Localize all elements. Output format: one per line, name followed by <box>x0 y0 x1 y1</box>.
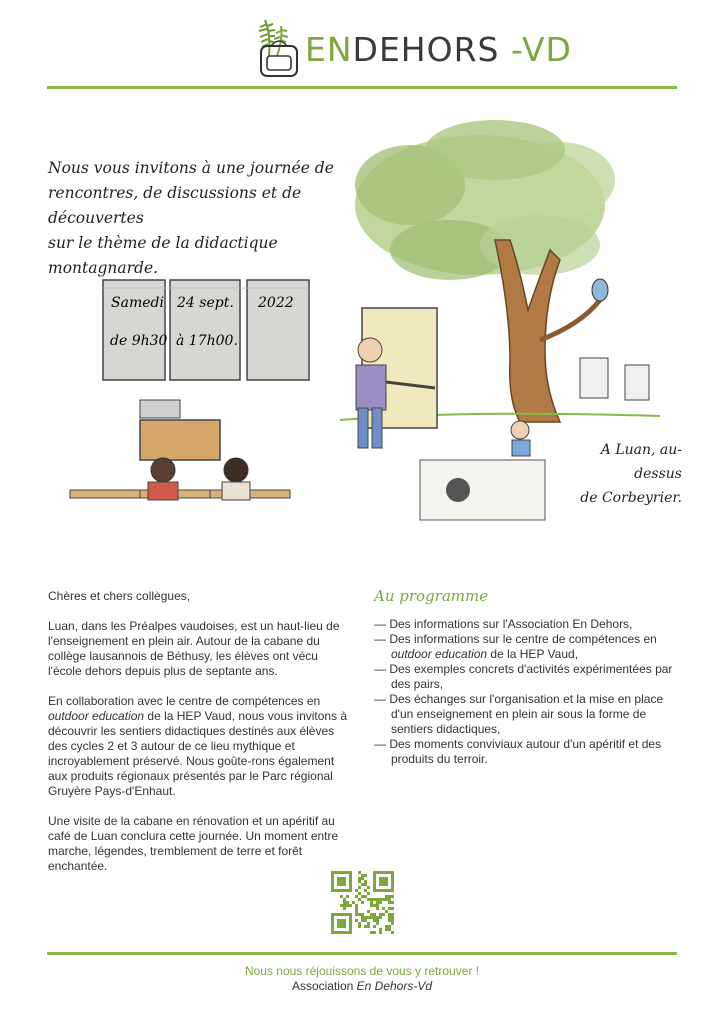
laptop <box>140 400 180 418</box>
paragraph-3: Une visite de la cabane en rénovation et un apéritif au café de Luan conclura cette journée. Un moment entre marche, légendes, tremblement de terre et forêt enchantée. <box>48 814 339 873</box>
board-year: 2022 <box>258 295 294 311</box>
intro-line-2: rencontres, de discussions et de découvertes <box>48 184 302 227</box>
logo-en: EN <box>305 30 353 69</box>
programme-item: — Des moments conviviaux autour d'un apéritif et des produits du terroir. <box>374 737 662 766</box>
greeting: Chères et chers collègues, <box>48 589 191 603</box>
teacher-desk <box>140 420 220 460</box>
programme-item: — Des échanges sur l'organisation et la mise en place d'un enseignement en plein air sous la forme de sentiers didactiques, <box>374 692 664 736</box>
paragraph-2-emphasis: outdoor education <box>48 709 145 723</box>
programme-item-2-end: de la HEP Vaud, <box>487 647 579 661</box>
student-desks <box>70 458 290 500</box>
board-date: 24 sept. <box>177 295 234 311</box>
programme-item: — Des exemples concrets d'activités expérimentées par des pairs, <box>374 662 673 691</box>
logo-wordmark <box>305 30 572 69</box>
letter-column <box>48 589 348 889</box>
bird <box>592 279 608 301</box>
intro-text <box>48 156 358 281</box>
reading-kid-2 <box>625 365 649 400</box>
programme-column <box>374 589 684 767</box>
footer-association-name: En Dehors-Vd <box>356 979 433 993</box>
footer-signature-start: Association <box>291 979 357 993</box>
programme-item-2-start: — Des informations sur le centre de compétences en <box>374 632 657 646</box>
paragraph-2 <box>48 694 348 799</box>
intro-line-1: Nous vous invitons à une journée de <box>48 159 334 177</box>
programme-item <box>374 632 684 662</box>
programme-title: Au programme <box>374 587 489 605</box>
programme-item-2-emphasis: outdoor education <box>391 647 488 661</box>
paragraph-1: Luan, dans les Préalpes vaudoises, est un haut-lieu de l'enseignement en plein air. Autour de la cabane du collège lausannois de Béthusy, les élèves ont vécu l'école dehors depuis plus de septante ans. <box>48 619 340 678</box>
caption-line-2: de Corbeyrier. <box>580 490 682 506</box>
caption-line-1: A Luan, au-dessus <box>600 442 682 482</box>
tree-canopy <box>355 120 615 280</box>
drawing-paper <box>420 460 545 520</box>
logo-vd: -VD <box>499 30 572 69</box>
programme-item: — Des informations sur l'Association En Dehors, <box>374 617 633 631</box>
reading-kid <box>580 358 608 398</box>
footer-signature <box>0 979 724 993</box>
child-on-ground <box>446 478 470 502</box>
footer-message: Nous nous réjouissons de vous y retrouver ! <box>244 964 480 978</box>
logo-dehors: DEHORS <box>352 30 500 69</box>
qr-code[interactable] <box>331 871 394 934</box>
paragraph-2-end: de la HEP Vaud, nous vous invitons à découvrir les sentiers didactiques destinés aux élèves des cycles 2 et 3 autour de ce lieu mythique et incroyablement préservé. Nous goûte-rons également aux produits régionaux présentés par le Parc régional Gruyère Pays-d'Enhaut. <box>48 709 348 798</box>
location-caption <box>562 438 682 510</box>
board-from: de 9h30 <box>110 333 168 349</box>
programme-list <box>374 617 684 767</box>
intro-line-3: sur le thème de la didactique montagnarde. <box>48 234 278 277</box>
paragraph-2-start: En collaboration avec le centre de compétences en <box>48 694 321 708</box>
sitting-child <box>511 421 529 439</box>
top-divider <box>47 86 677 89</box>
board-to: à 17h00. <box>176 333 238 349</box>
bottom-divider <box>47 952 677 955</box>
board-day: Samedi <box>111 295 164 311</box>
